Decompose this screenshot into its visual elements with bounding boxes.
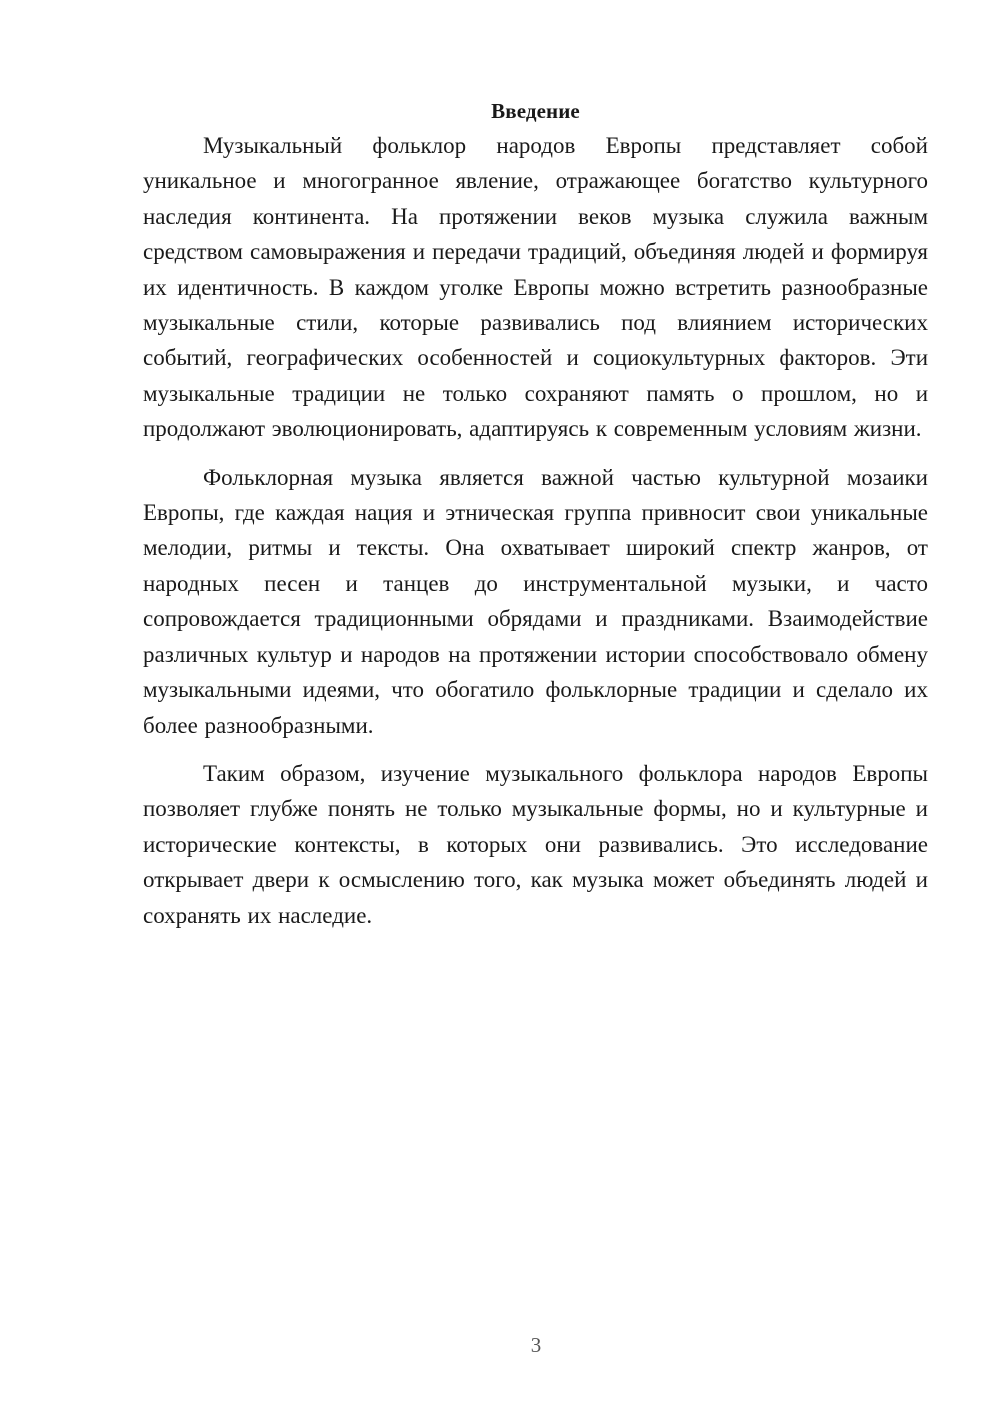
page-content: [143, 94, 928, 933]
paragraph-3: Таким образом, изучение музыкального фольклора народов Европы позволяет глубже понять не только музыкальные формы, но и культурные и исторические контексты, в которых они развивались. Это исследование открывает двери к осмыслению того, как музыка может объединять людей и сохранять их наследие.: [143, 760, 928, 928]
paragraph-2: Фольклорная музыка является важной частью культурной мозаики Европы, где каждая нация и этническая группа привносит свои уникальные мелодии, ритмы и тексты. Она охватывает широкий спектр жанров, от народных песен и танцев до инструментальной музыки, и часто сопровождается традиционными обрядами и праздниками. Взаимодействие различных культур и народов на протяжении истории способствовало обмену музыкальными идеями, что обогатило фольклорные традиции и сделало их более разнообразными.: [143, 464, 928, 738]
section-title: Введение: [491, 99, 580, 123]
paragraph-1: Музыкальный фольклор народов Европы представляет собой уникальное и многогранное явление, отражающее богатство культурного наследия континента. На протяжении веков музыка служила важным средством самовыражения и передачи традиций, объединяя людей и формируя их идентичность. В каждом уголке Европы можно встретить разнообразные музыкальные стили, которые развивались под влиянием исторических событий, географических особенностей и социокультурных факторов. Эти музыкальные традиции не только сохраняют память о прошлом, но и продолжают эволюционировать, адаптируясь к современным условиям жизни.: [143, 133, 928, 442]
page-number: 3: [530, 1333, 542, 1357]
